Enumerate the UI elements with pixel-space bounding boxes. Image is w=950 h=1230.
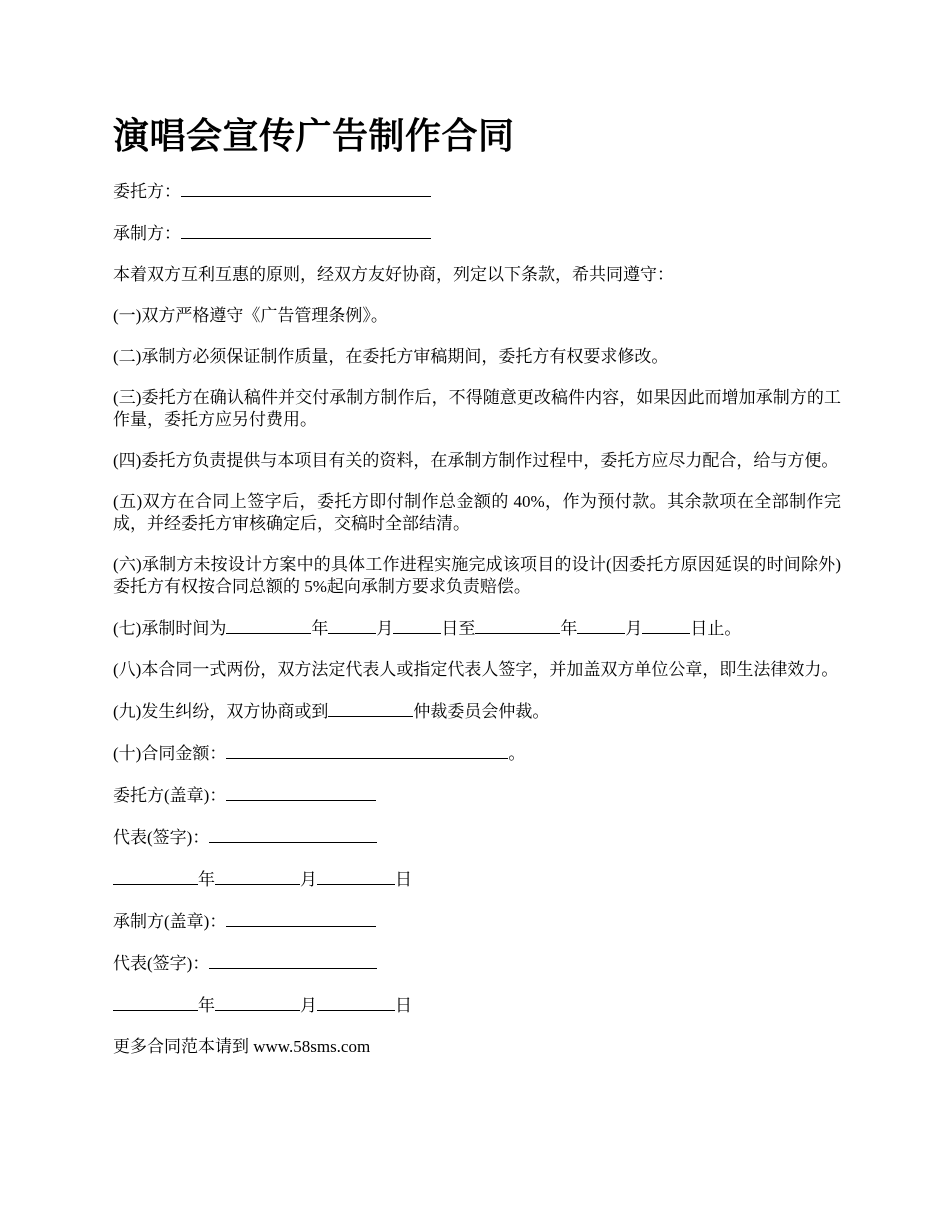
client-date-line bbox=[113, 868, 841, 891]
document-title: 演唱会宣传广告制作合同 bbox=[113, 115, 515, 157]
maker-year-label: 年 bbox=[198, 996, 215, 1015]
clause-10-suffix: 。 bbox=[508, 744, 526, 763]
clause-7-day1: 日至 bbox=[441, 619, 476, 638]
clause-7-month1: 月 bbox=[376, 619, 394, 638]
start-day-blank bbox=[393, 617, 441, 634]
client-day-label: 日 bbox=[395, 870, 412, 889]
client-seal-line bbox=[113, 784, 841, 807]
client-rep-label: 代表(签字)： bbox=[113, 828, 210, 847]
clause-1: (一)双方严格遵守《广告管理条例》。 bbox=[113, 306, 388, 325]
client-rep-blank bbox=[209, 826, 377, 843]
clause-8: (八)本合同一式两份，双方法定代表人或指定代表人签字，并加盖双方单位公章，即生法律效力。 bbox=[113, 660, 839, 679]
amount-blank bbox=[226, 742, 508, 759]
maker-rep-line bbox=[113, 952, 841, 975]
clause-9-suffix: 仲裁委员会仲裁。 bbox=[413, 702, 550, 721]
client-label: 委托方： bbox=[113, 182, 181, 201]
clause-6: (六)承制方未按设计方案中的具体工作进程实施完成该项目的设计(因委托方原因延误的时间除外)委托方有权按合同总额的 5%起向承制方要求负责赔偿。 bbox=[113, 555, 841, 596]
maker-rep-label: 代表(签字)： bbox=[113, 954, 210, 973]
maker-month-blank bbox=[215, 994, 300, 1011]
client-day-blank bbox=[317, 868, 395, 885]
maker-seal-label: 承制方(盖章)： bbox=[113, 912, 227, 931]
clause-7-day2: 日止。 bbox=[690, 619, 742, 638]
maker-day-label: 日 bbox=[395, 996, 412, 1015]
clause-9 bbox=[113, 700, 841, 723]
end-year-blank bbox=[475, 617, 560, 634]
arbitration-blank bbox=[328, 700, 413, 717]
client-blank bbox=[181, 180, 431, 197]
client-month-label: 月 bbox=[300, 870, 317, 889]
clause-7-year2: 年 bbox=[560, 619, 578, 638]
intro-paragraph: 本着双方互利互惠的原则，经双方友好协商，列定以下条款，希共同遵守： bbox=[113, 265, 674, 284]
clause-7-year1: 年 bbox=[311, 619, 329, 638]
maker-blank bbox=[181, 222, 431, 239]
start-year-blank bbox=[226, 617, 311, 634]
maker-line bbox=[113, 222, 841, 245]
maker-month-label: 月 bbox=[300, 996, 317, 1015]
client-rep-line bbox=[113, 826, 841, 849]
clause-7-prefix: (七)承制时间为 bbox=[113, 619, 227, 638]
footer-note: 更多合同范本请到 www.58sms.com bbox=[113, 1037, 371, 1056]
client-seal-label: 委托方(盖章)： bbox=[113, 786, 227, 805]
clause-7-month2: 月 bbox=[625, 619, 643, 638]
maker-rep-blank bbox=[209, 952, 377, 969]
start-month-blank bbox=[328, 617, 376, 634]
end-day-blank bbox=[642, 617, 690, 634]
clause-10-prefix: (十)合同金额： bbox=[113, 744, 227, 763]
maker-seal-line bbox=[113, 910, 841, 933]
clause-4: (四)委托方负责提供与本项目有关的资料，在承制方制作过程中，委托方应尽力配合，给与方便。 bbox=[113, 451, 839, 470]
end-month-blank bbox=[577, 617, 625, 634]
clause-10 bbox=[113, 742, 841, 765]
client-year-label: 年 bbox=[198, 870, 215, 889]
clause-3: (三)委托方在确认稿件并交付承制方制作后，不得随意更改稿件内容，如果因此而增加承制方的工作量，委托方应另付费用。 bbox=[113, 388, 841, 429]
client-month-blank bbox=[215, 868, 300, 885]
clause-9-prefix: (九)发生纠纷，双方协商或到 bbox=[113, 702, 329, 721]
maker-year-blank bbox=[113, 994, 198, 1011]
clause-5: (五)双方在合同上签字后，委托方即付制作总金额的 40%，作为预付款。其余款项在全部制作完成，并经委托方审核确定后，交稿时全部结清。 bbox=[113, 492, 841, 533]
client-line bbox=[113, 180, 841, 203]
maker-date-line bbox=[113, 994, 841, 1017]
maker-label: 承制方： bbox=[113, 224, 181, 243]
maker-seal-blank bbox=[226, 910, 376, 927]
client-seal-blank bbox=[226, 784, 376, 801]
clause-2: (二)承制方必须保证制作质量，在委托方审稿期间，委托方有权要求修改。 bbox=[113, 347, 669, 366]
clause-7 bbox=[113, 617, 841, 640]
document-body bbox=[113, 180, 841, 1077]
maker-day-blank bbox=[317, 994, 395, 1011]
client-year-blank bbox=[113, 868, 198, 885]
